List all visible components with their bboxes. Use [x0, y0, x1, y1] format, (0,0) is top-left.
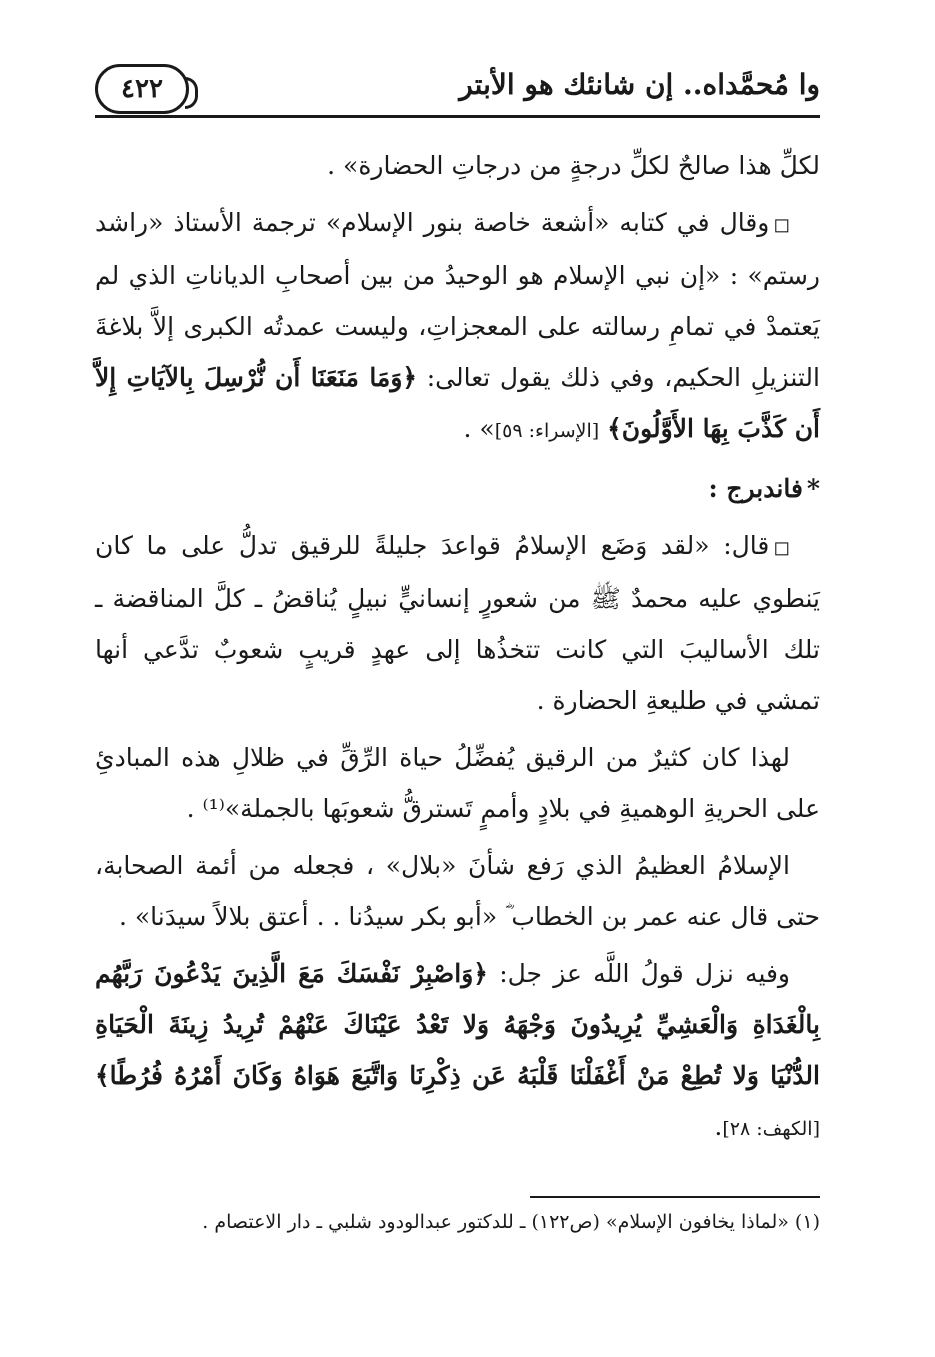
paragraph-1-text: لكلِّ هذا صالحٌ لكلِّ درجةٍ من درجاتِ الحضارة» . — [327, 151, 820, 180]
paragraph-2-end: » . — [463, 414, 495, 443]
header-rule — [95, 115, 820, 118]
footnote: (١) «لماذا يخافون الإسلام» (ص١٢٢) ـ للدكتور عبدالودود شلبي ـ دار الاعتصام . — [202, 1211, 820, 1233]
square-marker-icon: ◻ — [773, 535, 790, 559]
page-body — [95, 140, 820, 1161]
paragraph-6 — [95, 948, 820, 1155]
paragraph-2 — [95, 197, 820, 457]
square-marker-icon: ◻ — [773, 212, 790, 236]
page-header — [95, 52, 820, 118]
paragraph-4 — [95, 732, 820, 834]
paragraph-4-text: لهذا كان كثيرٌ من الرقيق يُفضِّلُ حياة الرِّقِّ في ظلالِ هذه المبادئِ على الحريةِ الوهميةِ في بلادٍ وأممٍ تَسترقُّ شعوبَها بالجملة»⁽¹⁾ . — [95, 743, 820, 823]
paragraph-5 — [95, 840, 820, 942]
section-heading — [95, 463, 820, 514]
paragraph-1 — [95, 140, 820, 191]
paragraph-2-text: وقال في كتابه «أشعة خاصة بنور الإسلام» ترجمة الأستاذ «راشد رستم» : «إن نبي الإسلام هو الوحيدُ من بين أصحابِ الدياناتِ الذي لم يَعتمدْ في تمامِ رسالته على المعجزاتِ، وليست عمدتُه الكبرى إلاَّ بلاغةَ التنزيلِ الحكيم، وفي ذلك يقول تعالى: — [95, 208, 820, 392]
paragraph-3 — [95, 520, 820, 726]
footnote-rule — [530, 1196, 820, 1198]
page-number: ٤٢٢ — [95, 64, 189, 114]
section-title: فاندبرج : — [708, 474, 803, 503]
paragraph-6-end: . — [714, 1112, 723, 1141]
verse-reference-kahf: [الكهف: ٢٨] — [722, 1118, 820, 1140]
verse-reference-isra: [الإسراء: ٥٩] — [494, 420, 600, 442]
quran-verse-isra: ﴿وَمَا مَنَعَنَا أَن نُّرْسِلَ بِالآيَاتِ إِلاَّ أَن كَذَّبَ بِهَا الأَوَّلُونَ﴾ — [95, 363, 820, 443]
paragraph-6-text: وفيه نزل قولُ اللَّه عز جل: — [499, 959, 791, 988]
paragraph-3-text: قال: «لقد وَضَع الإسلامُ قواعدَ جليلةً للرقيق تدلُّ على ما كان يَنطوي عليه محمدٌ ﷺ من شعورٍ إنسانيٍّ نبيلٍ يُناقضُ ـ كلَّ المناقضة ـ تلك الأساليبَ التي كانت تتخذُها إلى عهدٍ قريبٍ شعوبٌ تدَّعي أنها تمشي في طليعةِ الحضارة . — [95, 531, 820, 715]
paragraph-5-text: الإسلامُ العظيمُ الذي رَفع شأنَ «بلال» ، فجعله من أئمة الصحابة، حتى قال عنه عمر بن الخطاب ؓ «أبو بكر سيدُنا . . أعتق بلالاً سيدَنا» . — [95, 851, 820, 931]
star-icon: * — [806, 474, 820, 503]
quran-verse-kahf: ﴿وَاصْبِرْ نَفْسَكَ مَعَ الَّذِينَ يَدْعُونَ رَبَّهُم بِالْغَدَاةِ وَالْعَشِيِّ يُرِيدُونَ وَجْهَهُ وَلا تَعْدُ عَيْنَاكَ عَنْهُمْ تُرِيدُ زِينَةَ الْحَيَاةِ الدُّنْيَا وَلا تُطِعْ مَنْ أَغْفَلْنَا قَلْبَهُ عَن ذِكْرِنَا وَاتَّبَعَ هَوَاهُ وَكَانَ أَمْرُهُ فُرُطًا﴾ — [95, 959, 820, 1090]
running-title: وا مُحمَّداه.. إن شانئك هو الأبتر — [459, 68, 820, 101]
